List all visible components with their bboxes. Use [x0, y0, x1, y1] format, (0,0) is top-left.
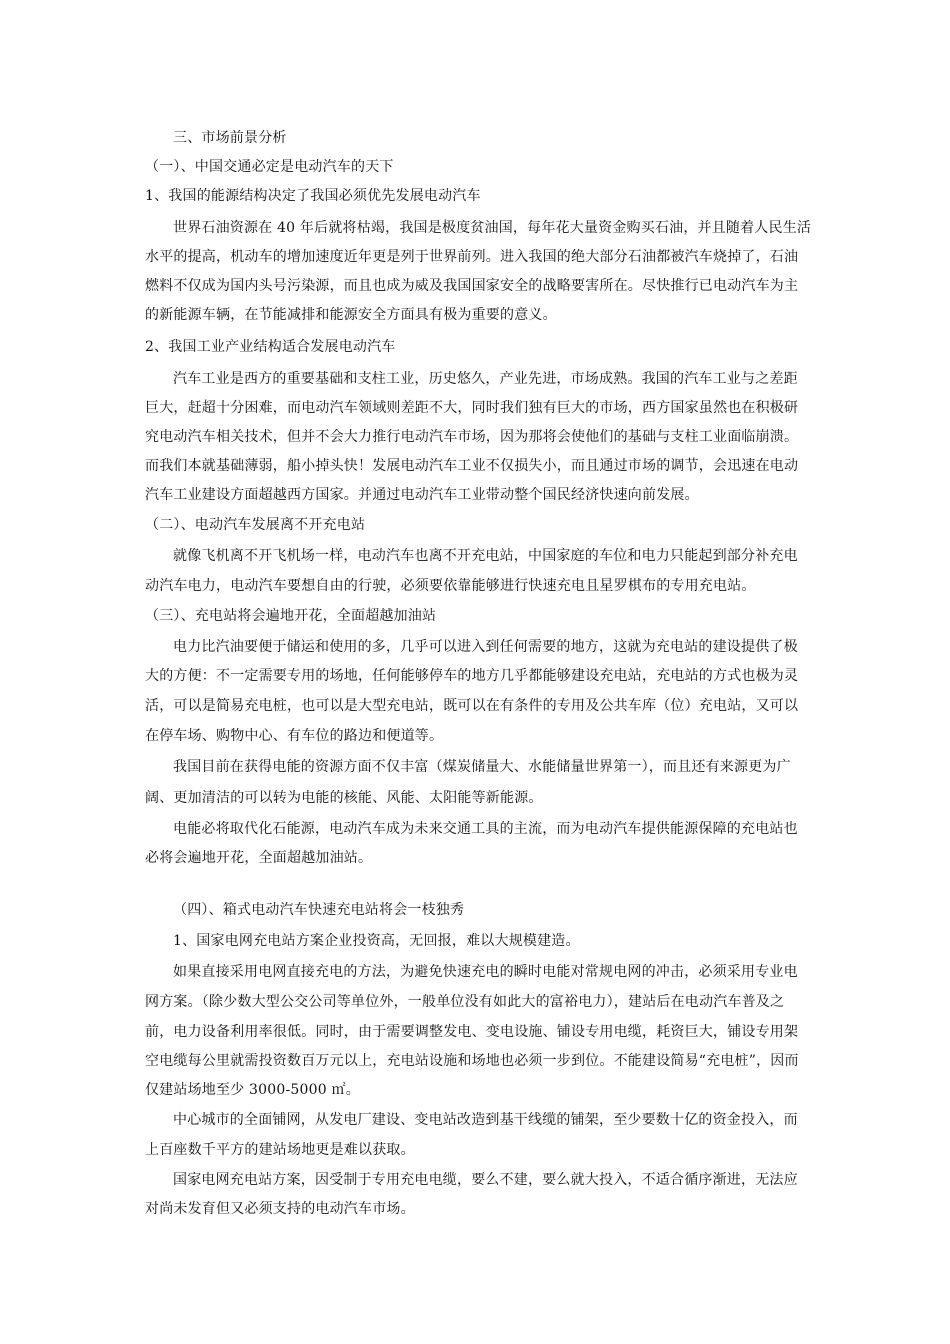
paragraph-line: 阔、更加清洁的可以转为电能的核能、风能、太阳能等新能源。	[145, 790, 543, 806]
paragraph-line: 大的方便：不一定需要专用的场地，任何能够停车的地方几乎都能够建设充电站，充电站的方式也极为灵	[145, 668, 799, 684]
section-heading: 三、市场前景分析	[173, 130, 287, 146]
paragraph-line: 动汽车电力，电动汽车要想自由的行驶，必须要依靠能够进行快速充电且星罗棋布的专用充电站。	[145, 578, 756, 594]
point-heading: 2、我国工业产业结构适合发展电动汽车	[145, 339, 396, 355]
subsection-heading: （一）、中国交通必定是电动汽车的天下	[145, 159, 394, 175]
paragraph-line: 电力比汽油要便于储运和使用的多，几乎可以进入到任何需要的地方，这就为充电站的建设提供了极	[173, 639, 798, 655]
paragraph-line: 而我们本就基础薄弱，船小掉头快！发展电动汽车工业不仅损失小，而且通过市场的调节，会迅速在电动	[145, 458, 799, 474]
point-heading: 1、国家电网充电站方案企业投资高，无回报，难以大规模建造。	[173, 933, 580, 949]
paragraph-line: 对尚未发育但又必须支持的电动汽车市场。	[145, 1201, 415, 1217]
paragraph-line: 汽车工业是西方的重要基础和支柱工业，历史悠久，产业先进，市场成熟。我国的汽车工业与之差距	[173, 371, 798, 387]
paragraph-line: 我国目前在获得电能的资源方面不仅丰富（煤炭储量大、水能储量世界第一），而且还有来源更为广	[173, 759, 791, 775]
paragraph-line: 活，可以是简易充电桩，也可以是大型充电站，既可以在有条件的专用及公共车库（位）充电站，又可以	[145, 698, 799, 714]
paragraph-line: 电能必将取代化石能源，电动汽车成为未来交通工具的主流，而为电动汽车提供能源保障的充电站也	[173, 821, 798, 837]
paragraph-line: 网方案。（除少数大型公交公司等单位外，一般单位没有如此大的富裕电力），建站后在电动汽车普及之	[145, 994, 785, 1010]
paragraph-line: 上百座数千平方的建站场地更是难以获取。	[145, 1142, 415, 1158]
paragraph-line: 汽车工业建设方面超越西方国家。并通过电动汽车工业带动整个国民经济快速向前发展。	[145, 487, 699, 503]
paragraph-line: 的新能源车辆，在节能减排和能源安全方面具有极为重要的意义。	[145, 307, 557, 323]
paragraph-line: 就像飞机离不开飞机场一样，电动汽车也离不开充电站，中国家庭的车位和电力只能起到部分补充电	[173, 548, 798, 564]
paragraph-line: 国家电网充电站方案，因受制于专用充电电缆，要么不建，要么就大投入，不适合循序渐进，无法应	[173, 1172, 798, 1188]
paragraph-line: 前，电力设备利用率很低。同时，由于需要调整发电、变电设施、铺设专用电缆，耗资巨大，铺设专用架	[145, 1024, 799, 1040]
paragraph-line: 中心城市的全面铺网，从发电厂建设、变电站改造到基干线缆的铺架，至少要数十亿的资金投入，而	[173, 1112, 798, 1128]
paragraph-line: 如果直接采用电网直接充电的方法，为避免快速充电的瞬时电能对常规电网的冲击，必须采用专业电	[173, 964, 798, 980]
subsection-heading: （三）、充电站将会遍地开花，全面超越加油站	[145, 608, 437, 624]
paragraph-line: 燃料不仅成为国内头号污染源，而且也成为威及我国国家安全的战略要害所在。尽快推行已电动汽车为主	[145, 278, 799, 294]
paragraph-line: 究电动汽车相关技术，但并不会大力推行电动汽车市场，因为那将会使他们的基础与支柱工业面临崩溃。	[145, 429, 799, 445]
paragraph-line: 仅建站场地至少 3000-5000 ㎡。	[145, 1082, 360, 1098]
subsection-heading: （二）、电动汽车发展离不开充电站	[145, 517, 366, 533]
paragraph-line: 空电缆每公里就需投资数百万元以上，充电站设施和场地也必须一步到位。不能建设简易“充电桩”，因而	[145, 1053, 799, 1069]
paragraph-line: 世界石油资源在 40 年后就将枯竭，我国是极度贫油国，每年花大量资金购买石油，并且随着人民生活	[173, 220, 812, 236]
paragraph-line: 在停车场、购物中心、有车位的路边和便道等。	[145, 728, 444, 744]
point-heading: 1、我国的能源结构决定了我国必须优先发展电动汽车	[145, 188, 481, 204]
paragraph-line: 巨大，赶超十分困难，而电动汽车领域则差距不大，同时我们独有巨大的市场，西方国家虽然也在积极研	[145, 400, 799, 416]
subsection-heading: （四）、箱式电动汽车快速充电站将会一枝独秀	[173, 902, 465, 918]
paragraph-line: 必将会遍地开花，全面超越加油站。	[145, 850, 373, 866]
paragraph-line: 水平的提高，机动车的增加速度近年更是列于世界前列。进入我国的绝大部分石油都被汽车烧掉了，石油	[145, 249, 799, 265]
